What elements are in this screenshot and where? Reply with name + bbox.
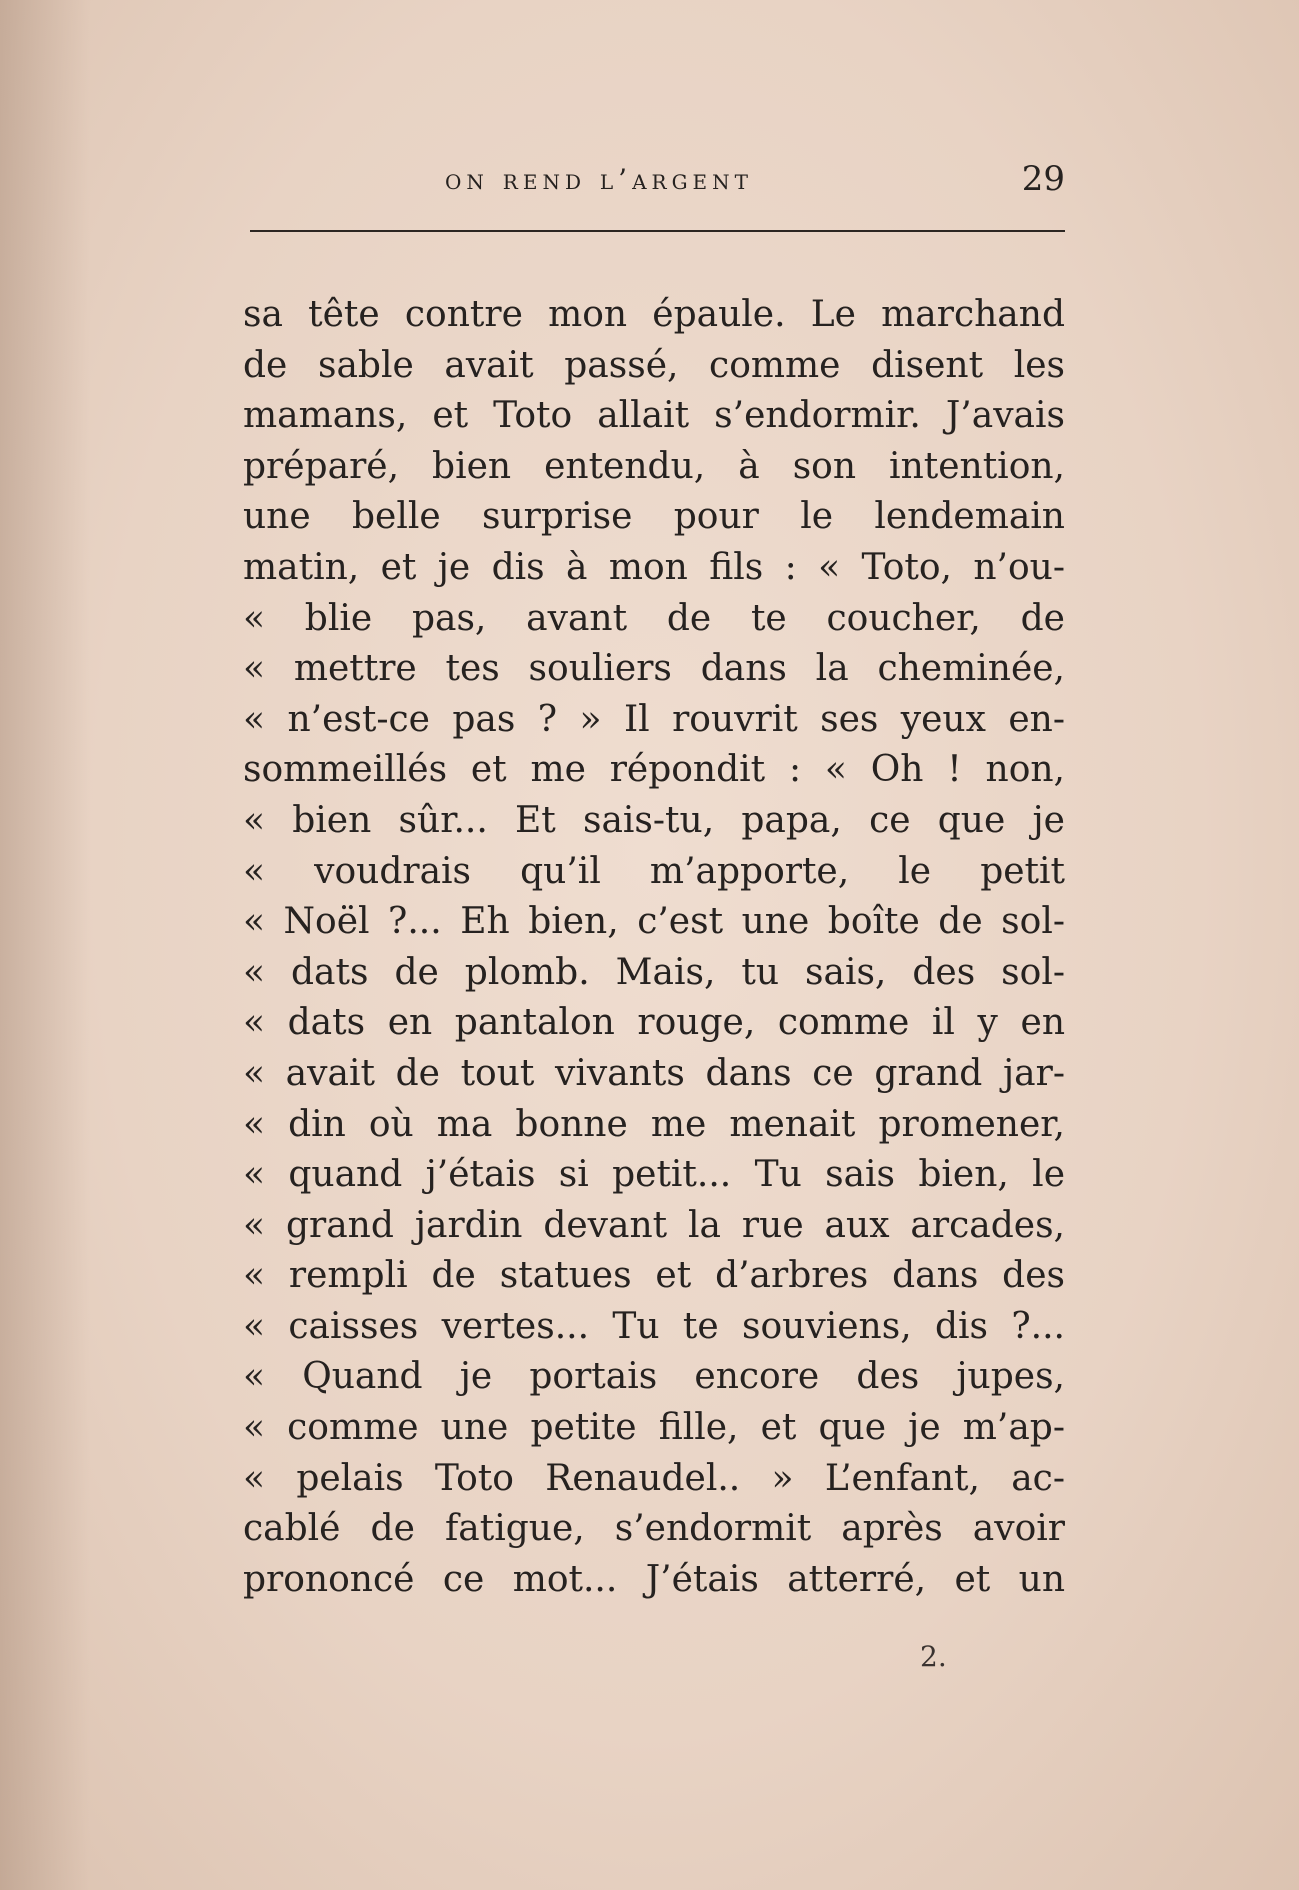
page-edge-shadow [0,0,90,1890]
text-line: « grand jardin devant la rue aux arcades, [243,1204,1065,1246]
text-line: « Noël ?... Eh bien, c’est une boîte de sol- [243,901,1065,943]
text-line: « blie pas, avant de te coucher, de [243,597,1065,639]
header-rule [250,230,1065,232]
text-line: une belle surprise pour le lendemain [243,496,1065,538]
text-line: « dats de plomb. Mais, tu sais, des sol- [243,951,1065,993]
signature-mark: 2. [920,1640,947,1673]
text-line: sommeillés et me répondit : « Oh ! non, [243,749,1065,791]
running-title: on rend l’argent [445,163,753,196]
text-line: « rempli de statues et d’arbres dans des [243,1255,1065,1297]
text-line: « quand j’étais si petit... Tu sais bien, le [243,1154,1065,1196]
text-line: « Quand je portais encore des jupes, [243,1356,1065,1398]
text-line: de sable avait passé, comme disent les [243,344,1065,386]
text-line: « comme une petite fille, et que je m’ap- [243,1407,1065,1449]
text-line: « pelais Toto Renaudel.. » L’enfant, ac- [243,1457,1065,1499]
text-line: « bien sûr... Et sais-tu, papa, ce que je [243,799,1065,841]
text-line: mamans, et Toto allait s’endormir. J’avais [243,395,1065,437]
body-text [243,290,1065,1605]
text-line: « n’est-ce pas ? » Il rouvrit ses yeux en- [243,698,1065,740]
text-line: prononcé ce mot... J’étais atterré, et un [243,1558,1065,1600]
text-line: « voudrais qu’il m’apporte, le petit [243,850,1065,892]
page-number: 29 [1021,159,1065,199]
text-line: cablé de fatigue, s’endormit après avoir [243,1508,1065,1550]
text-line: préparé, bien entendu, à son intention, [243,445,1065,487]
text-line: « dats en pantalon rouge, comme il y en [243,1002,1065,1044]
page-header [250,155,1065,205]
text-line: « mettre tes souliers dans la cheminée, [243,648,1065,690]
text-line: matin, et je dis à mon fils : « Toto, n’ou- [243,546,1065,588]
text-line: sa tête contre mon épaule. Le marchand [243,294,1065,335]
text-line: « avait de tout vivants dans ce grand jar- [243,1052,1065,1094]
text-line: « din où ma bonne me menait promener, [243,1103,1065,1145]
text-line: « caisses vertes... Tu te souviens, dis ?... [243,1305,1065,1347]
